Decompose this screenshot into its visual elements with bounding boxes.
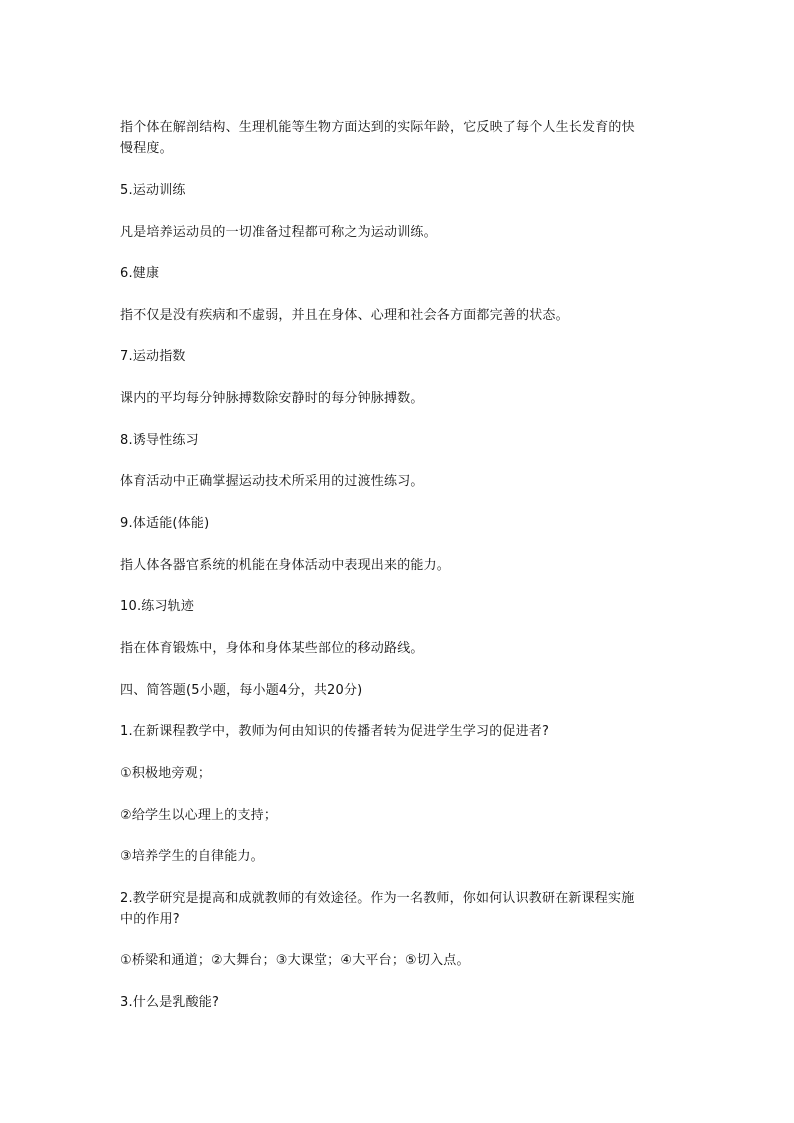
answer-line: ③培养学生的自律能力。 (120, 849, 264, 864)
paragraph-line: 指个体在解剖结构、生理机能等生物方面达到的实际年龄，它反映了每个人生长发育的快 (120, 120, 635, 135)
chapter-heading: 四、简答题(5小题，每小题4分，共20分) (120, 683, 363, 698)
answer-line: ①积极地旁观； (120, 766, 212, 781)
section-heading: 6.健康 (120, 266, 160, 281)
paragraph-line: 体育活动中正确掌握运动技术所采用的过渡性练习。 (120, 474, 424, 489)
paragraph-line: 指在体育锻炼中，身体和身体某些部位的移动路线。 (120, 641, 424, 656)
question-line: 1.在新课程教学中，教师为何由知识的传播者转为促进学生学习的促进者? (120, 724, 550, 739)
section-heading: 5.运动训练 (120, 183, 186, 198)
answer-line: ②给学生以心理上的支持； (120, 808, 278, 823)
paragraph-line: 课内的平均每分钟脉搏数除安静时的每分钟脉搏数。 (120, 391, 424, 406)
section-heading: 7.运动指数 (120, 349, 186, 364)
question-line: 2.教学研究是提高和成就教师的有效途径。作为一名教师，你如何认识教研在新课程实施 (120, 891, 635, 906)
question-line: 中的作用? (120, 912, 180, 927)
paragraph-line: 慢程度。 (120, 141, 173, 156)
section-heading: 10.练习轨迹 (120, 599, 195, 614)
paragraph-line: 指人体各器官系统的机能在身体活动中表现出来的能力。 (120, 558, 451, 573)
section-heading: 8.诱导性练习 (120, 433, 199, 448)
question-line: 3.什么是乳酸能? (120, 995, 220, 1010)
paragraph-line: 凡是培养运动员的一切准备过程都可称之为运动训练。 (120, 225, 437, 240)
answer-line: ①桥梁和通道；②大舞台；③大课堂；④大平台；⑤切入点。 (120, 953, 470, 968)
section-heading: 9.体适能(体能) (120, 516, 210, 531)
paragraph-line: 指不仅是没有疾病和不虚弱，并且在身体、心理和社会各方面都完善的状态。 (120, 308, 569, 323)
